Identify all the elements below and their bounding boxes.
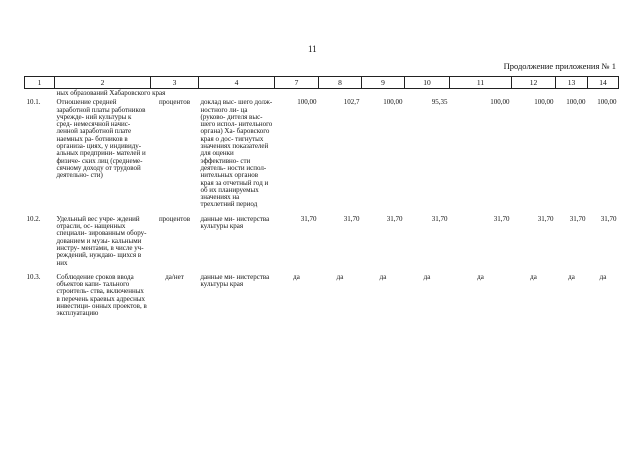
value-cell: 95,35: [431, 98, 448, 107]
continued-row: [25, 89, 619, 99]
col-header: 10: [405, 77, 450, 89]
col-header: 2: [55, 77, 151, 89]
value-cell: 31,70: [537, 214, 554, 223]
col-header: 7: [275, 77, 319, 89]
table-row: [25, 98, 619, 209]
source-cell: доклад выс- шего долж- ностного ли- ца (руково- дителя выс- шего испол- нительного органа) Ха- баровского края о дос- тигнутых значениях показателей для оценки эффективно- сти деятель- ности испол- нительных органов края за отчетный год и об их планируемых значениях на трехлетний период: [200, 98, 273, 209]
row-index: 10.1.: [26, 98, 41, 107]
value-cell: да: [423, 272, 431, 281]
unit-cell: процентов: [158, 214, 191, 223]
source-cell: данные ми- нистерства культуры края: [200, 272, 270, 289]
row-index: 10.3.: [26, 272, 41, 281]
value-cell: 31,70: [569, 214, 586, 223]
value-cell: 31,70: [493, 214, 510, 223]
unit-cell: процентов: [158, 98, 191, 107]
value-cell: 102,7: [343, 98, 360, 107]
value-cell: да: [477, 272, 484, 281]
col-header: 12: [512, 77, 556, 89]
value-cell: 31,70: [600, 214, 617, 223]
value-cell: 100,00: [383, 98, 403, 107]
row-index: 10.2.: [26, 214, 41, 223]
value-cell: 100,00: [566, 98, 586, 107]
table-row: [25, 273, 619, 319]
col-header: 1: [25, 77, 55, 89]
continuation-label: Продолжение приложения № 1: [503, 61, 616, 71]
value-cell: 31,70: [431, 214, 448, 223]
col-header: 14: [588, 77, 619, 89]
table-row: [25, 215, 619, 268]
page-number: 11: [308, 44, 317, 54]
indicators-table: [24, 76, 619, 319]
indicator-name: Соблюдение сроков ввода объектов капи- тального строитель- ства, включенных в перечень краевых адресных инвестици- онных проектов, в эксплуатацию: [56, 272, 147, 318]
value-cell: да: [293, 272, 300, 281]
col-header: 13: [556, 77, 588, 89]
value-cell: да: [379, 272, 387, 281]
continued-text: ных образований Хабаровского края: [56, 89, 166, 97]
value-cell: да: [530, 272, 537, 281]
value-cell: да: [568, 272, 575, 281]
col-header: 8: [319, 77, 362, 89]
value-cell: 100,00: [297, 98, 317, 107]
value-cell: 100,00: [597, 98, 617, 107]
source-cell: данные ми- нистерства культуры края: [200, 214, 270, 231]
col-header: 9: [362, 77, 405, 89]
value-cell: 100,00: [534, 98, 554, 107]
value-cell: 31,70: [300, 214, 317, 223]
unit-cell: да/нет: [165, 272, 184, 281]
col-header: 3: [151, 77, 199, 89]
value-cell: 31,70: [343, 214, 360, 223]
col-header: 4: [199, 77, 275, 89]
header-row: [25, 77, 619, 89]
value-cell: да: [336, 272, 344, 281]
value-cell: 100,00: [490, 98, 510, 107]
col-header: 11: [450, 77, 512, 89]
indicator-name: Удельный вес учре- ждений отрасли, ос- нащенных специали- зированным обору- дованием и музы- кальными инстру- ментами, в числе уч- реждений, нуждаю- щихся в них: [56, 214, 147, 267]
indicator-name: Отношение средней заработной платы работников учрежде- ний культуры к сред- немесячной начис- ленной заработной плате наемных ра- ботников в организа- циях, у индивиду- альных предприни- мателей и физиче- ских лиц (среднеме- сячному доходу от трудовой деятельно- сти): [56, 98, 146, 180]
value-cell: да: [599, 272, 607, 281]
value-cell: 31,70: [386, 214, 403, 223]
